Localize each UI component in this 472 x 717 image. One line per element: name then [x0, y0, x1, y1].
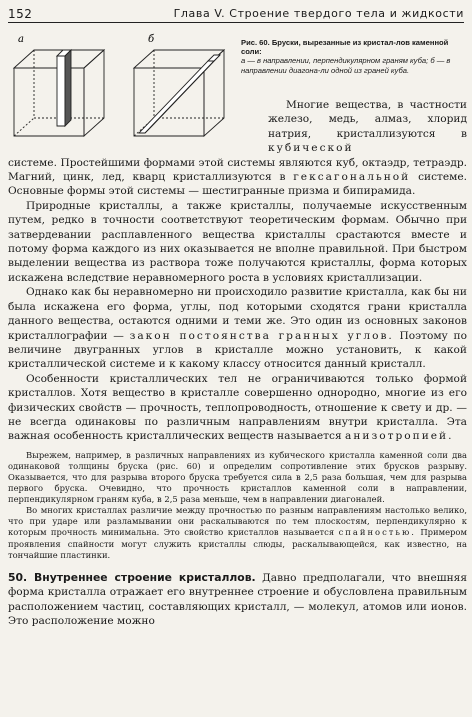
p3-law: закон постоянства гранных углов.	[129, 329, 394, 342]
small-paragraph-1: Вырежем, например, в различных направлениях из кубического кристалла каменной соли два одинаковой толщины бруска (рис. 60) и определим сопротивление этих брусков разрыву. Оказывается, что для разрыва второго бруска требуется сила в 2,5 раза большая, чем для разрыва первого бруска. Очевидно, что прочность кристаллов каменной соли в направлении, перпендикулярном граням куба, в 2,5 раза меньше, чем в направлении диагоналей.	[8, 449, 467, 505]
page-number: 152	[8, 7, 33, 21]
s2-start: Во многих кристаллах различие между прочностью по разным направлениям настолько велико, что при ударе или разламывании они раскалываются по тем плоскостям, перпендикулярно к которым прочность минимальна. Это свойство кристаллов называется	[8, 505, 467, 538]
paragraph-1-indented	[268, 98, 467, 156]
figure-label-b: б	[148, 34, 155, 45]
section-paragraph	[8, 571, 467, 629]
small-print-block	[8, 450, 467, 561]
p1-rest: системе. Простейшими формами этой системы являются куб, октаэдр, тетраэдр. Магний, цинк, лед, кварц кристаллизуются в	[8, 156, 467, 184]
paragraph-4	[8, 372, 467, 444]
section-title: 50. Внутреннее строение кристаллов.	[8, 570, 256, 584]
p1-spaced-term-2: гексагональной	[293, 171, 411, 184]
spacer	[8, 561, 467, 571]
caption-body: а — в направлении, перпендикулярном граням куба; б — в направлении диагона-ли одной из граней куба.	[241, 56, 451, 75]
section-50	[8, 571, 467, 629]
paragraph-1	[8, 98, 467, 199]
s2-term: спайностью.	[338, 527, 416, 538]
small-paragraph-2	[8, 505, 467, 560]
s2-end: Примером проявления спайности могут служить кристаллы слюды, раскалывающейся, как известно, на тончайшие пластинки.	[8, 527, 467, 560]
page-header	[8, 6, 464, 23]
p4-term: анизотропией.	[345, 430, 454, 443]
figure-caption	[241, 38, 465, 75]
section-text: Давно предполагали, что внешняя форма кристалла отражает его внутреннее строение и обусловлена правильным расположением частиц, составляющих кристалл, — молекул, атомов или ионов. Это расположение можно	[8, 571, 467, 627]
caption-title: Рис. 60. Бруски, вырезанные из кристал-лов каменной соли:	[241, 38, 449, 57]
p1-spaced-term: кубической	[268, 142, 354, 155]
paragraph-3	[8, 285, 467, 371]
figure-label-a: а	[18, 34, 24, 45]
p4-start: Особенности кристаллических тел не ограничиваются только формой кристаллов. Хотя вещество в кристалле совершенно однородно, многие из его физических свойств — прочность, теплопроводность, отношение к свету и др. — не всегда одинаковы по различным направлениям внутри кристалла. Эта важная особенность кристаллических веществ называется	[8, 372, 467, 443]
p1-end: системе. Основные формы этой системы — шестигранные призма и бипирамида.	[8, 171, 468, 198]
p3-end: Поэтому по величине двугранных углов в кристалле можно установить, к какой кристаллической системе и к какому классу относится данный кристалл.	[8, 329, 467, 371]
p3-start: Однако как бы неравномерно ни происходило развитие кристалла, как бы ни была искажена его форма, углы, под которыми сходятся грани кристалла данного вещества, остаются одними и теми же. Это один из основных законов кристаллографии —	[8, 286, 467, 342]
body-text	[8, 98, 467, 628]
paragraph-2: Природные кристаллы, а также кристаллы, получаемые искусственным путем, редко в точности соответствуют теоретическим формам. Обычно при затвердевании расплавленного вещества кристаллы срастаются вместе и потому форма каждого из них оказывается не вполне правильной. При быстром выделении вещества из раствора тоже получаются кристаллы, форма которых искажена вследствие неравномерного роста в условиях кристаллизации.	[8, 199, 467, 284]
p1-first-lines: Многие вещества, в частности железо, медь, алмаз, хлорид натрия, кристаллизуются в	[268, 99, 467, 140]
running-head: Глава V. Строение твердого тела и жидкости	[173, 7, 464, 20]
